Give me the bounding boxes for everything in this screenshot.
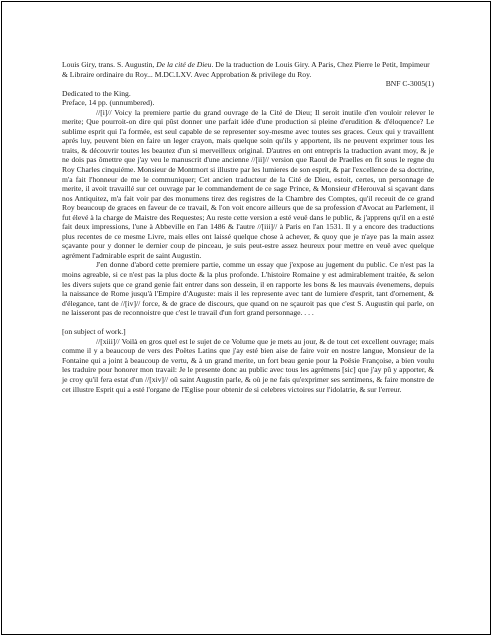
dedication-line: Dedicated to the King. xyxy=(62,88,131,98)
paragraph-spacer xyxy=(62,318,434,328)
document-page xyxy=(1,1,491,635)
preface-paragraph-2: J'en donne d'abord cette premiere partie, comme un essay que j'expose au jugement du public. Ce n'est pas la moins agreable, si ce n'est pas la plus docte & la plus profonde. L'histoire Romaine y est admirablement traitée, & selon les divers sujets que ce grand genie fait entrer dans son dessein, il en rapporte les bons & les mauvais évenemens, depuis la naissance de Rome jusqu'à l'Empire d'Auguste: mais il les represente avec tant de lumiere d'esprit, tant d'ornement, & d'élegance, tant de //[iv]// force, & de grace de discours, que quand on ne sçauroit pas que c'est S. Augustin qui parle, on ne laisseront pas de reconnoistre que c'est le travail d'un fort grand personnage. . . . xyxy=(62,260,434,318)
call-number: BNF C-3005(1) xyxy=(385,79,434,89)
editorial-note: [on subject of work.] xyxy=(62,327,126,337)
citation-title: De la cité de Dieu xyxy=(156,60,212,69)
document-body xyxy=(62,60,434,394)
preface-note: Preface, 14 pp. (unnumbered). xyxy=(62,98,155,108)
preface-paragraph-1: //[i]// Voicy la premiere partie du grand ouvrage de la Cité de Dieu; Il seroit inutile d'en vouloir relever le merite; Que pourroit-on dire qui pûst donner une parfait idée d'une production si pleine d'erudition & d'éloquence? Le sublime esprit qui l'a formée, est seul capable de se representer soy-mesme avec toutes ses graces. Ceux qui y travaillent aprés luy, peuvent bien en faire un leger crayon, mais quelque soin qu'ils y apportent, ils ne peuvent exprimer tous les traits, & découvrir toutes les beautez d'un si merveilleux original. D'autres en ont entrepris la traduction avant moy, & je ne dois pas ômettre que j'ay veu le manuscrit d'une ancienne //[ii]// version que Raoul de Praelles en fit sous le regne du Roy Charles cinquiéme. Monsieur de Montmort si illustre par les lumieres de son esprit, & par l'excellence de sa doctrine, m'a fait l'honneur de me le communiquer; Cet ancien traducteur de la Cité de Dieu, estoit, certes, un personnage de merite, il avoit travaillé sur cet ouvrage par le commandement de ce sage Prince, & Monsieur d'Herouval si sçavant dans nos Antiquitez, m'a fait voir par des monumens tirez des registres de la Chambre des Comptes, qu'il receuit de ce grand Roy beaucoup de graces en faveur de ce travail, & l'on voit encore ailleurs que de sa profession d'Avocat au Parlement, il fut élevé à la charge de Maistre des Requestes; Au reste cette version a esté veuë dans le public, & j'apprens qu'il en a esté fait deux impressions, l'une à Abbeville en l'an 1486 & l'autre //[iii]// à Paris en l'an 1531. Il y a encore des traductions plus recentes de ce mesme Livre, mais elles ont laissé quelque chose à achever, & quoy que je n'aye pas la main assez sçavante pour y donner le dernier coup de pinceau, je suis peut-estre assez heureux pour mettre en veuë avec quelque agrément l'admirable esprit de saint Augustin. xyxy=(62,107,434,260)
citation-imprint: . De la traduction de Louis Giry. A Paris, Chez Pierre le Petit, Impimeur & Libraire ordinaire du Roy... M.DC.LXV. Avec Approbation & privilege du Roy. xyxy=(62,60,430,79)
preface-paragraph-3: //[xiii]// Voilà en gros quel est le sujet de ce Volume que je mets au jour, & de tout cet excellent ouvrage; mais comme il y a beaucoup de vers des Poëtes Latins que j'ay esté bien aise de faire voir en nostre langue, Monsieur de la Fontaine qui a joint à beaucoup de vertu, & à un grand merite, un fort beau genie pour la Poësie Françoise, a bien voulu les traduire pour honorer mon travail: Je le presente donc au public avec tous les agrémens [sic] que j'ay pû y apporter, & je croy qu'il fera estat d'un //[xiv]// oû saint Augustin parle, & où je ne fais qu'exprimer ses sentimens, & faire monstre de cet illustre Esprit qui a esté l'organe de l'Eglise pour obtenir de si celebres victoires sur l'idolatrie, & sur l'erreur. xyxy=(62,336,434,394)
bibliographic-citation xyxy=(62,60,434,79)
citation-author: Louis Giry, trans. S. Augustin, xyxy=(62,60,157,69)
